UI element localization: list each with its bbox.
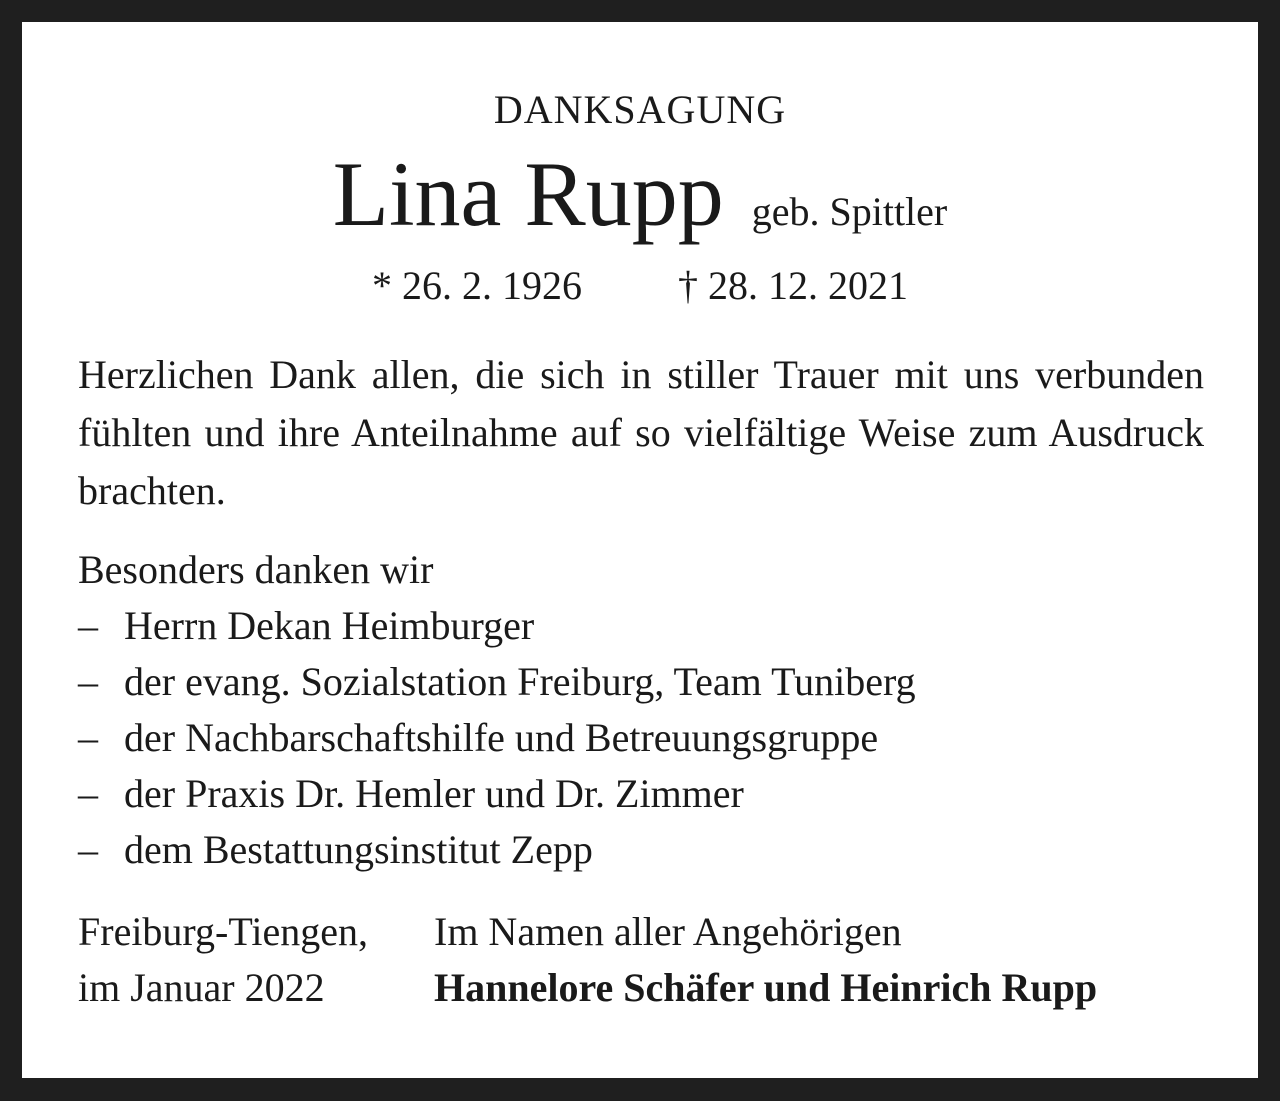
on-behalf-line: Im Namen aller Angehörigen xyxy=(434,909,902,954)
thanks-item xyxy=(78,598,916,654)
thanks-item-text: Herrn Dekan Heimburger xyxy=(124,603,535,648)
list-dash: – xyxy=(78,771,98,816)
thanks-item xyxy=(78,654,916,710)
list-dash: – xyxy=(78,827,98,872)
place: Freiburg-Tiengen, xyxy=(78,909,368,954)
thanks-item xyxy=(78,710,916,766)
deceased-name-line xyxy=(22,143,1258,245)
notice-heading: DANKSAGUNG xyxy=(493,87,787,132)
date: im Januar 2022 xyxy=(78,965,325,1010)
signature-block xyxy=(434,904,1097,1016)
thanks-lead: Besonders danken wir xyxy=(78,547,434,592)
thanks-item xyxy=(78,766,916,822)
birth-date: * 26. 2. 1926 xyxy=(372,263,582,308)
maiden-name: geb. Spittler xyxy=(751,189,948,234)
thanks-item-text: der evang. Sozialstation Freiburg, Team Tuniberg xyxy=(124,659,916,704)
death-date: † 28. 12. 2021 xyxy=(678,263,908,308)
list-dash: – xyxy=(78,715,98,760)
signer-names: Hannelore Schäfer und Heinrich Rupp xyxy=(434,965,1098,1010)
list-dash: – xyxy=(78,659,98,704)
thanks-item-text: der Praxis Dr. Hemler und Dr. Zimmer xyxy=(124,771,744,816)
thanks-intro: Herzlichen Dank allen, die sich in stiller Trauer mit uns verbunden fühlten und ihre Anteilnahme auf so vielfältige Weise zum Ausdruck brachten. xyxy=(78,352,1204,513)
list-dash: – xyxy=(78,603,98,648)
thanks-list xyxy=(78,598,916,878)
deceased-name: Lina Rupp xyxy=(332,143,724,245)
obituary-notice xyxy=(22,22,1258,1078)
place-and-date xyxy=(78,904,368,1016)
thanks-item-text: dem Bestattungsinstitut Zepp xyxy=(124,827,593,872)
thanks-item xyxy=(78,822,916,878)
thanks-item-text: der Nachbarschaftshilfe und Betreuungsgruppe xyxy=(124,715,879,760)
life-dates xyxy=(22,263,1258,308)
